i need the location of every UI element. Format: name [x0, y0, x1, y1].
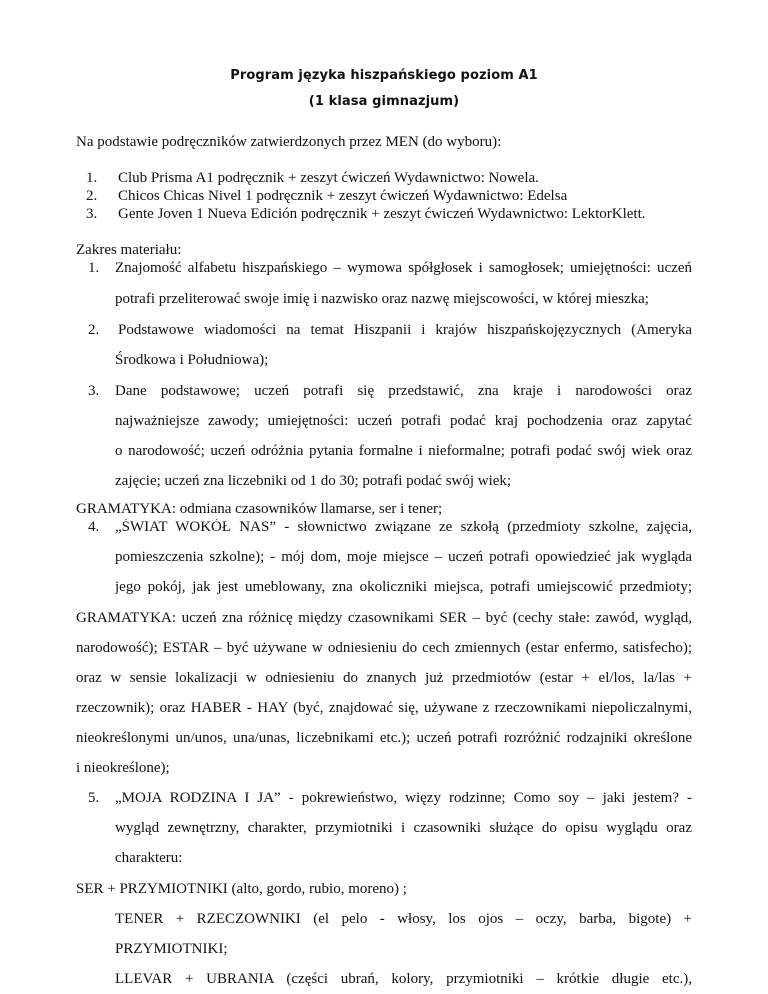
grammar-note: GRAMATYKA: odmiana czasowników llamarse, ser i tener; — [76, 501, 443, 517]
document-subtitle: (1 klasa gimnazjum) — [308, 94, 460, 109]
item-4-line: „ŚWIAT WOKÓŁ NAS” - słownictwo związane ze szkołą (przedmioty szkolne, zajęcia, — [115, 519, 692, 535]
item-number: 1. — [88, 260, 100, 276]
document-title: Program języka hiszpańskiego poziom A1 — [230, 68, 538, 83]
item-2-line: Podstawowe wiadomości na temat Hiszpanii i krajów hiszpańskojęzycznych (Ameryka — [118, 322, 692, 338]
item-4-line: pomieszczenia szkolne); - mój dom, moje miejsce – uczeń potrafi opowiedzieć jak wygląda — [115, 549, 692, 565]
llevar-line: LLEVAR + UBRANIA (części ubrań, kolory, przymiotniki – krótkie długie etc.), — [115, 971, 692, 987]
textbook-item: Gente Joven 1 Nueva Edición podręcznik + zeszyt ćwiczeń Wydawnictwo: LektorKlett. — [118, 206, 646, 222]
item-number: 5. — [88, 790, 100, 806]
item-5-line: „MOJA RODZINA I JA” - pokrewieństwo, więzy rodzinne; Como soy – jaki jestem? - — [115, 790, 692, 806]
intro-text: Na podstawie podręczników zatwierdzonych przez MEN (do wyboru): — [76, 134, 502, 150]
item-5-line: charakteru: — [115, 850, 183, 866]
grammar-line: i nieokreślone); — [76, 760, 170, 776]
scope-heading: Zakres materiału: — [76, 242, 182, 258]
textbook-number: 3. — [86, 206, 98, 222]
grammar-line: rzeczownik); oraz HABER - HAY (być, znajdować się, używane z rzeczownikami niepoliczalnymi, — [76, 700, 692, 716]
item-3-line: zajęcie; uczeń zna liczebniki od 1 do 30; potrafi podać swój wiek; — [115, 473, 512, 489]
item-number: 3. — [88, 383, 100, 399]
textbook-item: Club Prisma A1 podręcznik + zeszyt ćwiczeń Wydawnictwo: Nowela. — [118, 170, 539, 186]
item-1-line: potrafi przeliterować swoje imię i nazwisko oraz nazwę miejscowości, w której mieszka; — [115, 291, 649, 307]
item-5-line: wygląd zewnętrzny, charakter, przymiotniki i czasowniki służące do opisu wyglądu oraz — [115, 820, 692, 836]
grammar-line: narodowość); ESTAR – być używane w odniesieniu do cech zmiennych (estar enfermo, satisfecho); — [76, 640, 692, 656]
item-2-line: Środkowa i Południowa); — [115, 352, 269, 368]
item-4-line: jego pokój, jak jest umeblowany, zna okoliczniki miejsca, potrafi umiejscowić przedmioty; — [115, 579, 692, 595]
item-3-line: Dane podstawowe; uczeń potrafi się przedstawić, zna kraje i narodowości oraz — [115, 383, 692, 399]
grammar-line: GRAMATYKA: uczeń zna różnicę między czasownikami SER – być (cechy stałe: zawód, wygląd, — [76, 610, 692, 626]
textbook-number: 2. — [86, 188, 98, 204]
grammar-line: oraz w sensie lokalizacji w odniesieniu do znanych już przedmiotów (estar + el/los, la/las + — [76, 670, 692, 686]
textbook-item: Chicos Chicas Nivel 1 podręcznik + zeszyt ćwiczeń Wydawnictwo: Edelsa — [118, 188, 568, 204]
item-3-line: o narodowość; uczeń odróżnia pytania formalne i nieformalne; potrafi podać swój wiek oraz — [115, 443, 692, 459]
grammar-line: nieokreślonymi un/unos, una/unas, liczebnikami etc.); uczeń potrafi rozróżnić rodzajniki określone — [76, 730, 692, 746]
item-number: 4. — [88, 519, 100, 535]
item-number: 2. — [88, 322, 100, 338]
item-1-line: Znajomość alfabetu hiszpańskiego – wymowa spółgłosek i samogłosek; umiejętności: uczeń — [115, 260, 692, 276]
item-3-line: najważniejsze zawody; umiejętności: uczeń potrafi podać kraj pochodzenia oraz zapytać — [115, 413, 692, 429]
tener-line: TENER + RZECZOWNIKI (el pelo - włosy, los ojos – oczy, barba, bigote) + — [115, 911, 692, 927]
textbook-number: 1. — [86, 170, 98, 186]
ser-line: SER + PRZYMIOTNIKI (alto, gordo, rubio, moreno) ; — [76, 881, 407, 897]
tener-line: PRZYMIOTNIKI; — [115, 941, 228, 957]
